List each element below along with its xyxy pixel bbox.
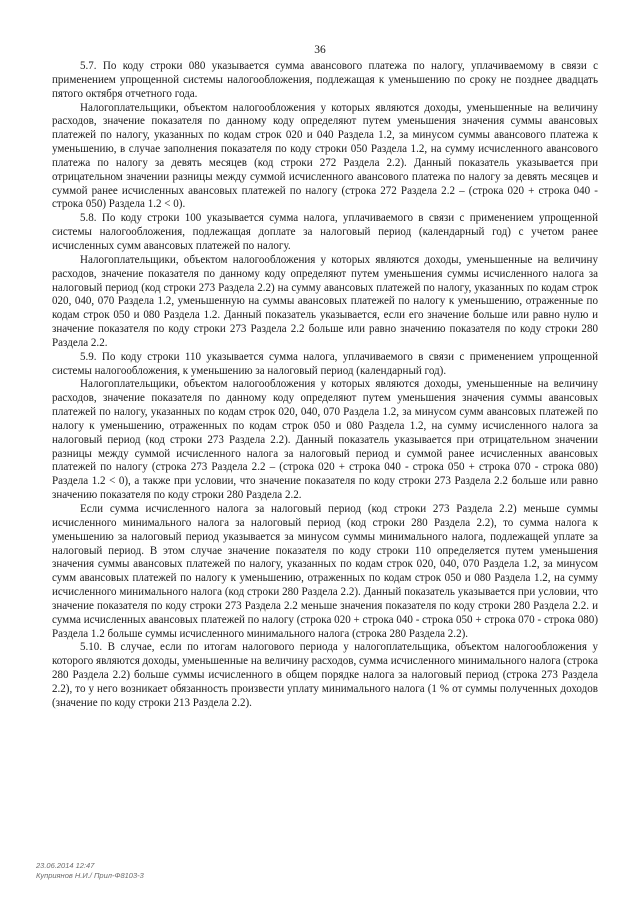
page-footer (36, 861, 144, 881)
footer-reference: Куприянов Н.И./ Прил-Ф8103-3 (36, 871, 144, 880)
paragraph: 5.7. По коду строки 080 указывается сумма авансового платежа по налогу, уплачиваемому в связи с применением упрощенной системы налогообложения, подлежащая к уменьшению по сроку не позднее двадцать пятого октября отчетного года. (52, 60, 598, 100)
paragraph: Если сумма исчисленного налога за налоговый период (код строки 273 Раздела 2.2) меньше суммы исчисленного минимального налога за налоговый период (код строки 280 Раздела 2.2), то сумма налога к уменьшению за налоговый период указывается за минусом суммы минимального налога, подлежащей уплате за налоговый период. В этом случае значение показателя по коду строки 110 определяется путем уменьшения значения суммы авансовых платежей по налогу, указанных по кодам строк 020, 040, 070 Раздела 1.2, за минусом сумм авансовых платежей по налогу к уменьшению, отраженных по кодам строк 050 и 080 Раздела 1.2, на сумму исчисленного минимального налога (код строки 280 Раздела 2.2). Данный показатель указывается при условии, что значение показателя по коду строки 273 Раздела 2.2 меньше значения показателя по коду строки 280 Раздела 2.2. и сумма исчисленных авансовых платежей по налогу (строка 020 + строка 040 - строка 050 + строка 070 - строка 080) Раздела 1.2 больше суммы исчисленного минимального налога (строка 280 Раздела 2.2). (52, 503, 598, 640)
page-number: 36 (314, 44, 326, 56)
paragraph: Налогоплательщики, объектом налогообложения у которых являются доходы, уменьшенные на величину расходов, значение показателя по данному коду определяют путем уменьшения суммы исчисленного налога за налоговый период (код строки 273 Раздела 2.2) на сумму авансовых платежей по налогу, указанных по кодам строк 020, 040, 070 Раздела 1.2, уменьшенную на суммы авансовых платежей по налогу к уменьшению, отраженные по кодам строк 050 и 080 Раздела 1.2. Данный показатель указывается, если его значение больше или равно нулю и значение показателя по коду строки 273 Раздела 2.2 больше или равно значению показателя по коду строки 280 Раздела 2.2. (52, 253, 598, 349)
paragraph: 5.8. По коду строки 100 указывается сумма налога, уплачиваемого в связи с применением упрощенной системы налогообложения, подлежащая доплате за налоговый период (календарный год) с учетом ранее исчисленных сумм авансовых платежей по налогу. (52, 212, 598, 252)
footer-timestamp: 23.06.2014 12:47 (36, 861, 95, 870)
paragraph: Налогоплательщики, объектом налогообложения у которых являются доходы, уменьшенные на величину расходов, значение показателя по данному коду определяют путем уменьшения значения суммы авансовых платежей по налогу, указанных по кодам строк 020 и 040 Раздела 1.2, за минусом суммы авансового платежа к уменьшению, в случае заполнения показателя по коду строки 050 Раздела 1.2, на сумму исчисленного авансового платежа по налогу за девять месяцев (код строки 272 Раздела 2.2). Данный показатель указывается при отрицательном значении разницы между суммой исчисленного авансового платежа по налогу за девять месяцев и суммой ранее исчисленных авансовых платежей по налогу (строка 272 Раздела 2.2 – (строка 020 + строка 040 - строка 050) Раздела 1.2 < 0). (52, 101, 598, 211)
document-body (52, 60, 598, 711)
paragraph: Налогоплательщики, объектом налогообложения у которых являются доходы, уменьшенные на величину расходов, значение показателя по данному коду определяют путем уменьшения значения суммы авансовых платежей по налогу, указанных по кодам строк 020, 040, 070 Раздела 1.2, за минусом сумм авансовых платежей по налогу к уменьшению, отраженных по кодам строк 050 и 080 Раздела 1.2, на сумму исчисленного налога за налоговый период (код строки 273 Раздела 2.2). Данный показатель указывается при отрицательном значении разницы между суммой исчисленного налога за налоговый период и суммой ранее исчисленных авансовых платежей по налогу (строка 273 Раздела 2.2 – (строка 020 + строка 040 - строка 050 + строка 070 - строка 080) Раздела 1.2 < 0), а также при условии, что значение показателя по коду строки 273 Раздела 2.2 больше или равно значению показателя по коду строки 280 Раздела 2.2. (52, 378, 598, 502)
paragraph: 5.10. В случае, если по итогам налогового периода у налогоплательщика, объектом налогообложения у которого являются доходы, уменьшенные на величину расходов, сумма исчисленного минимального налога (строка 280 Раздела 2.2) больше суммы исчисленного в общем порядке налога за налоговый период (строка 273 Раздела 2.2), то у него возникает обязанность произвести уплату минимального налога (1 % от суммы полученных доходов (значение по коду строки 213 Раздела 2.2). (52, 641, 598, 709)
paragraph: 5.9. По коду строки 110 указывается сумма налога, уплачиваемого в связи с применением упрощенной системы налогообложения, к уменьшению за налоговый период (календарный год). (52, 350, 598, 377)
